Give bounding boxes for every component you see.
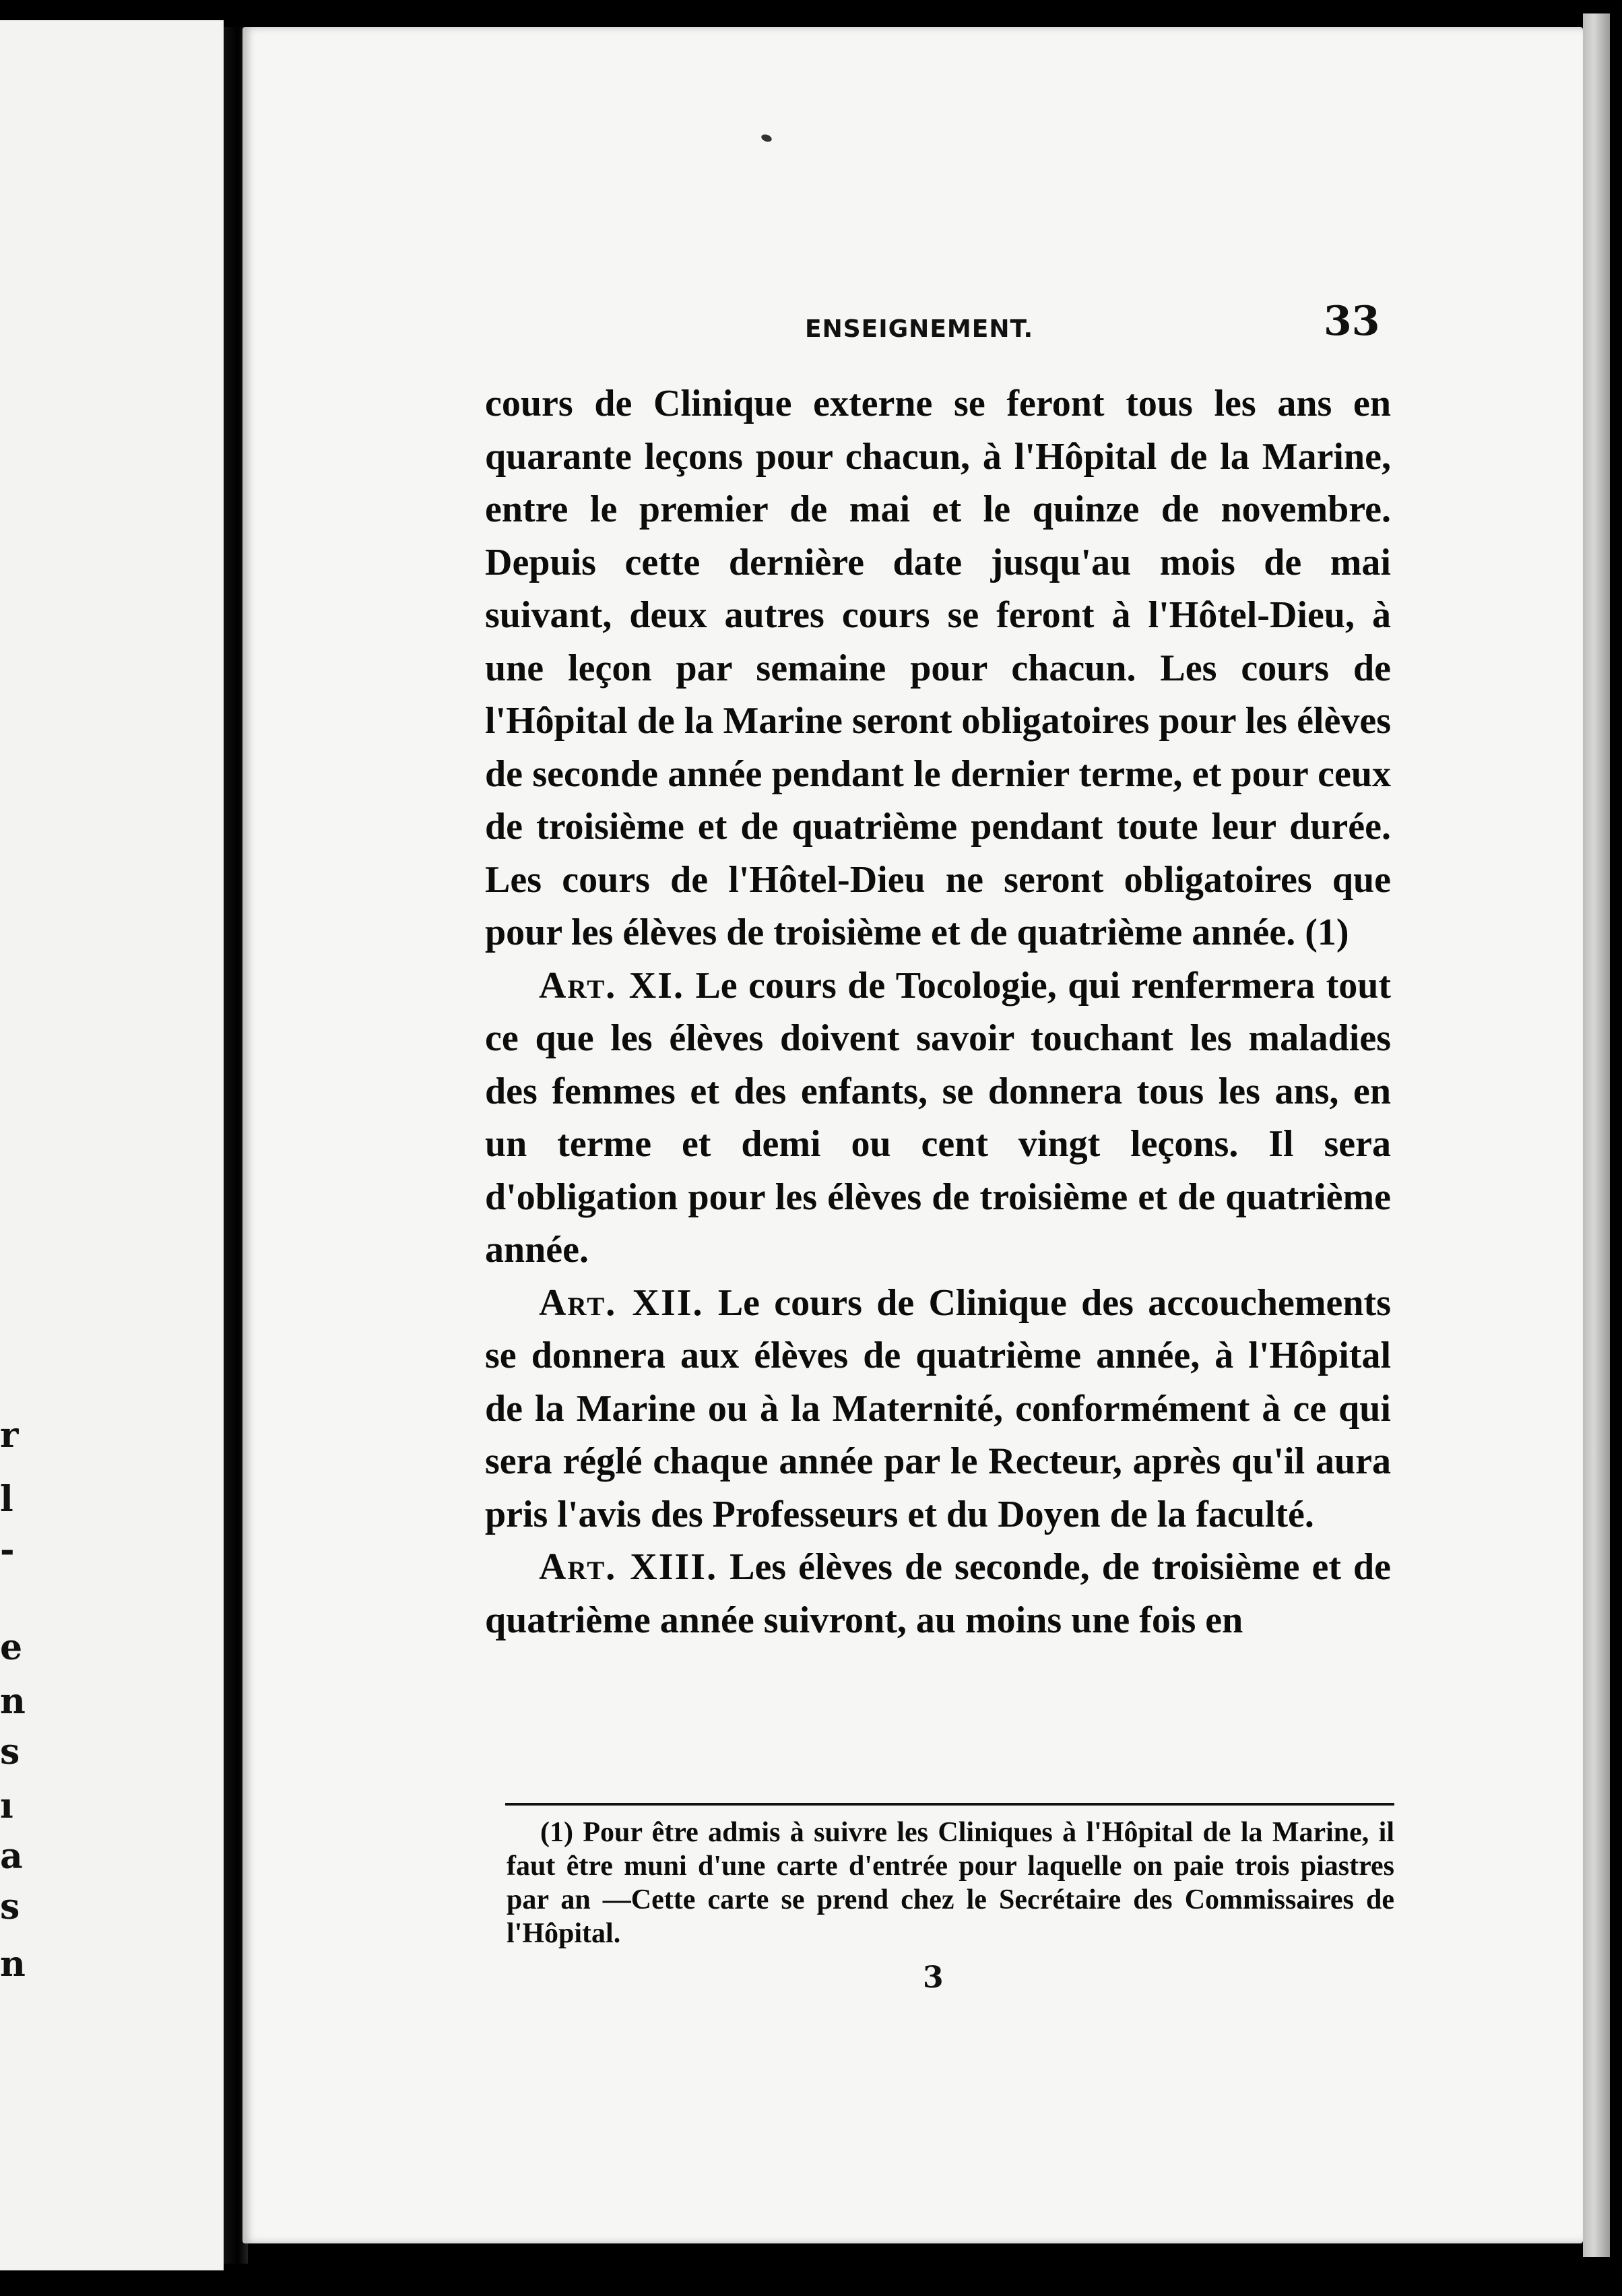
footnote bbox=[507, 1816, 1394, 1950]
left-margin-fragment: a bbox=[0, 1836, 23, 1877]
paragraph-text: Le cours de Clinique des accouchements se donnera aux élèves de quatrième année, à l'Hôpital de la Marine ou à la Maternité, conformément à ce qui sera réglé chaque année par le Recteur, après qu'il aura pris l'avis des Professeurs et du Doyen de la faculté. bbox=[485, 1281, 1391, 1535]
paragraph-continuation bbox=[485, 377, 1391, 959]
left-margin-fragment: - bbox=[0, 1529, 15, 1570]
paragraph-text: Les élèves de seconde, de troisième et de quatrième année suivront, au moins une fois en bbox=[485, 1546, 1391, 1641]
paragraph-text: Le cours de Tocologie, qui renfermera tout ce que les élèves doivent savoir touchant les maladies des femmes et des enfants, se donnera tous les ans, en un terme et demi ou cent vingt leçons. Il sera d'obligation pour les élèves de troisième et de quatrième année. bbox=[485, 964, 1392, 1271]
main-text-block bbox=[485, 377, 1391, 1647]
left-margin-fragment: s bbox=[0, 1731, 20, 1773]
left-margin-fragment: ı bbox=[0, 1785, 13, 1826]
left-facing-page bbox=[0, 20, 224, 2270]
article-xiii bbox=[485, 1541, 1391, 1647]
article-label: Art. XII. bbox=[539, 1281, 704, 1324]
running-head: ENSEIGNEMENT. bbox=[805, 315, 1034, 343]
article-xii bbox=[485, 1277, 1391, 1541]
footnote-rule bbox=[505, 1803, 1394, 1806]
left-margin-fragment: n bbox=[0, 1944, 26, 1985]
page-number: 33 bbox=[1324, 298, 1380, 345]
article-xi bbox=[485, 959, 1391, 1277]
left-margin-fragment: r bbox=[0, 1415, 19, 1456]
page-stack-edge bbox=[1583, 13, 1610, 2257]
left-margin-fragment: e bbox=[0, 1627, 23, 1668]
footnote-text: (1) Pour être admis à suivre les Cliniques à l'Hôpital de la Marine, il faut être muni d'une carte d'entrée pour laquelle on paie trois piastres par an —Cette carte se prend chez le Secrétaire des Commissaires de l'Hôpital. bbox=[507, 1817, 1394, 1949]
left-margin-fragment: s bbox=[0, 1886, 20, 1927]
article-label: Art. XIII. bbox=[539, 1546, 718, 1588]
left-margin-fragment: l bbox=[0, 1479, 13, 1520]
article-label: Art. XI. bbox=[539, 964, 684, 1007]
left-margin-fragment: n bbox=[0, 1681, 26, 1722]
printer-signature-mark: 3 bbox=[923, 1960, 944, 1995]
paragraph-text: cours de Clinique externe se feront tous les ans en quarante leçons pour chacun, à l'Hôpital de la Marine, entre le premier de mai et le quinze de novembre. Depuis cette dernière date jusqu'au mois de mai suivant, deux autres cours se feront à l'Hôtel-Dieu, à une leçon par semaine pour chacun. Les cours de l'Hôpital de la Marine seront obligatoires pour les élèves de seconde année pendant le dernier terme, et pour ceux de troisième et de quatrième pendant toute leur durée. Les cours de l'Hôtel-Dieu ne seront obligatoires que pour les élèves de troisième et de quatrième année. (1) bbox=[485, 383, 1391, 953]
